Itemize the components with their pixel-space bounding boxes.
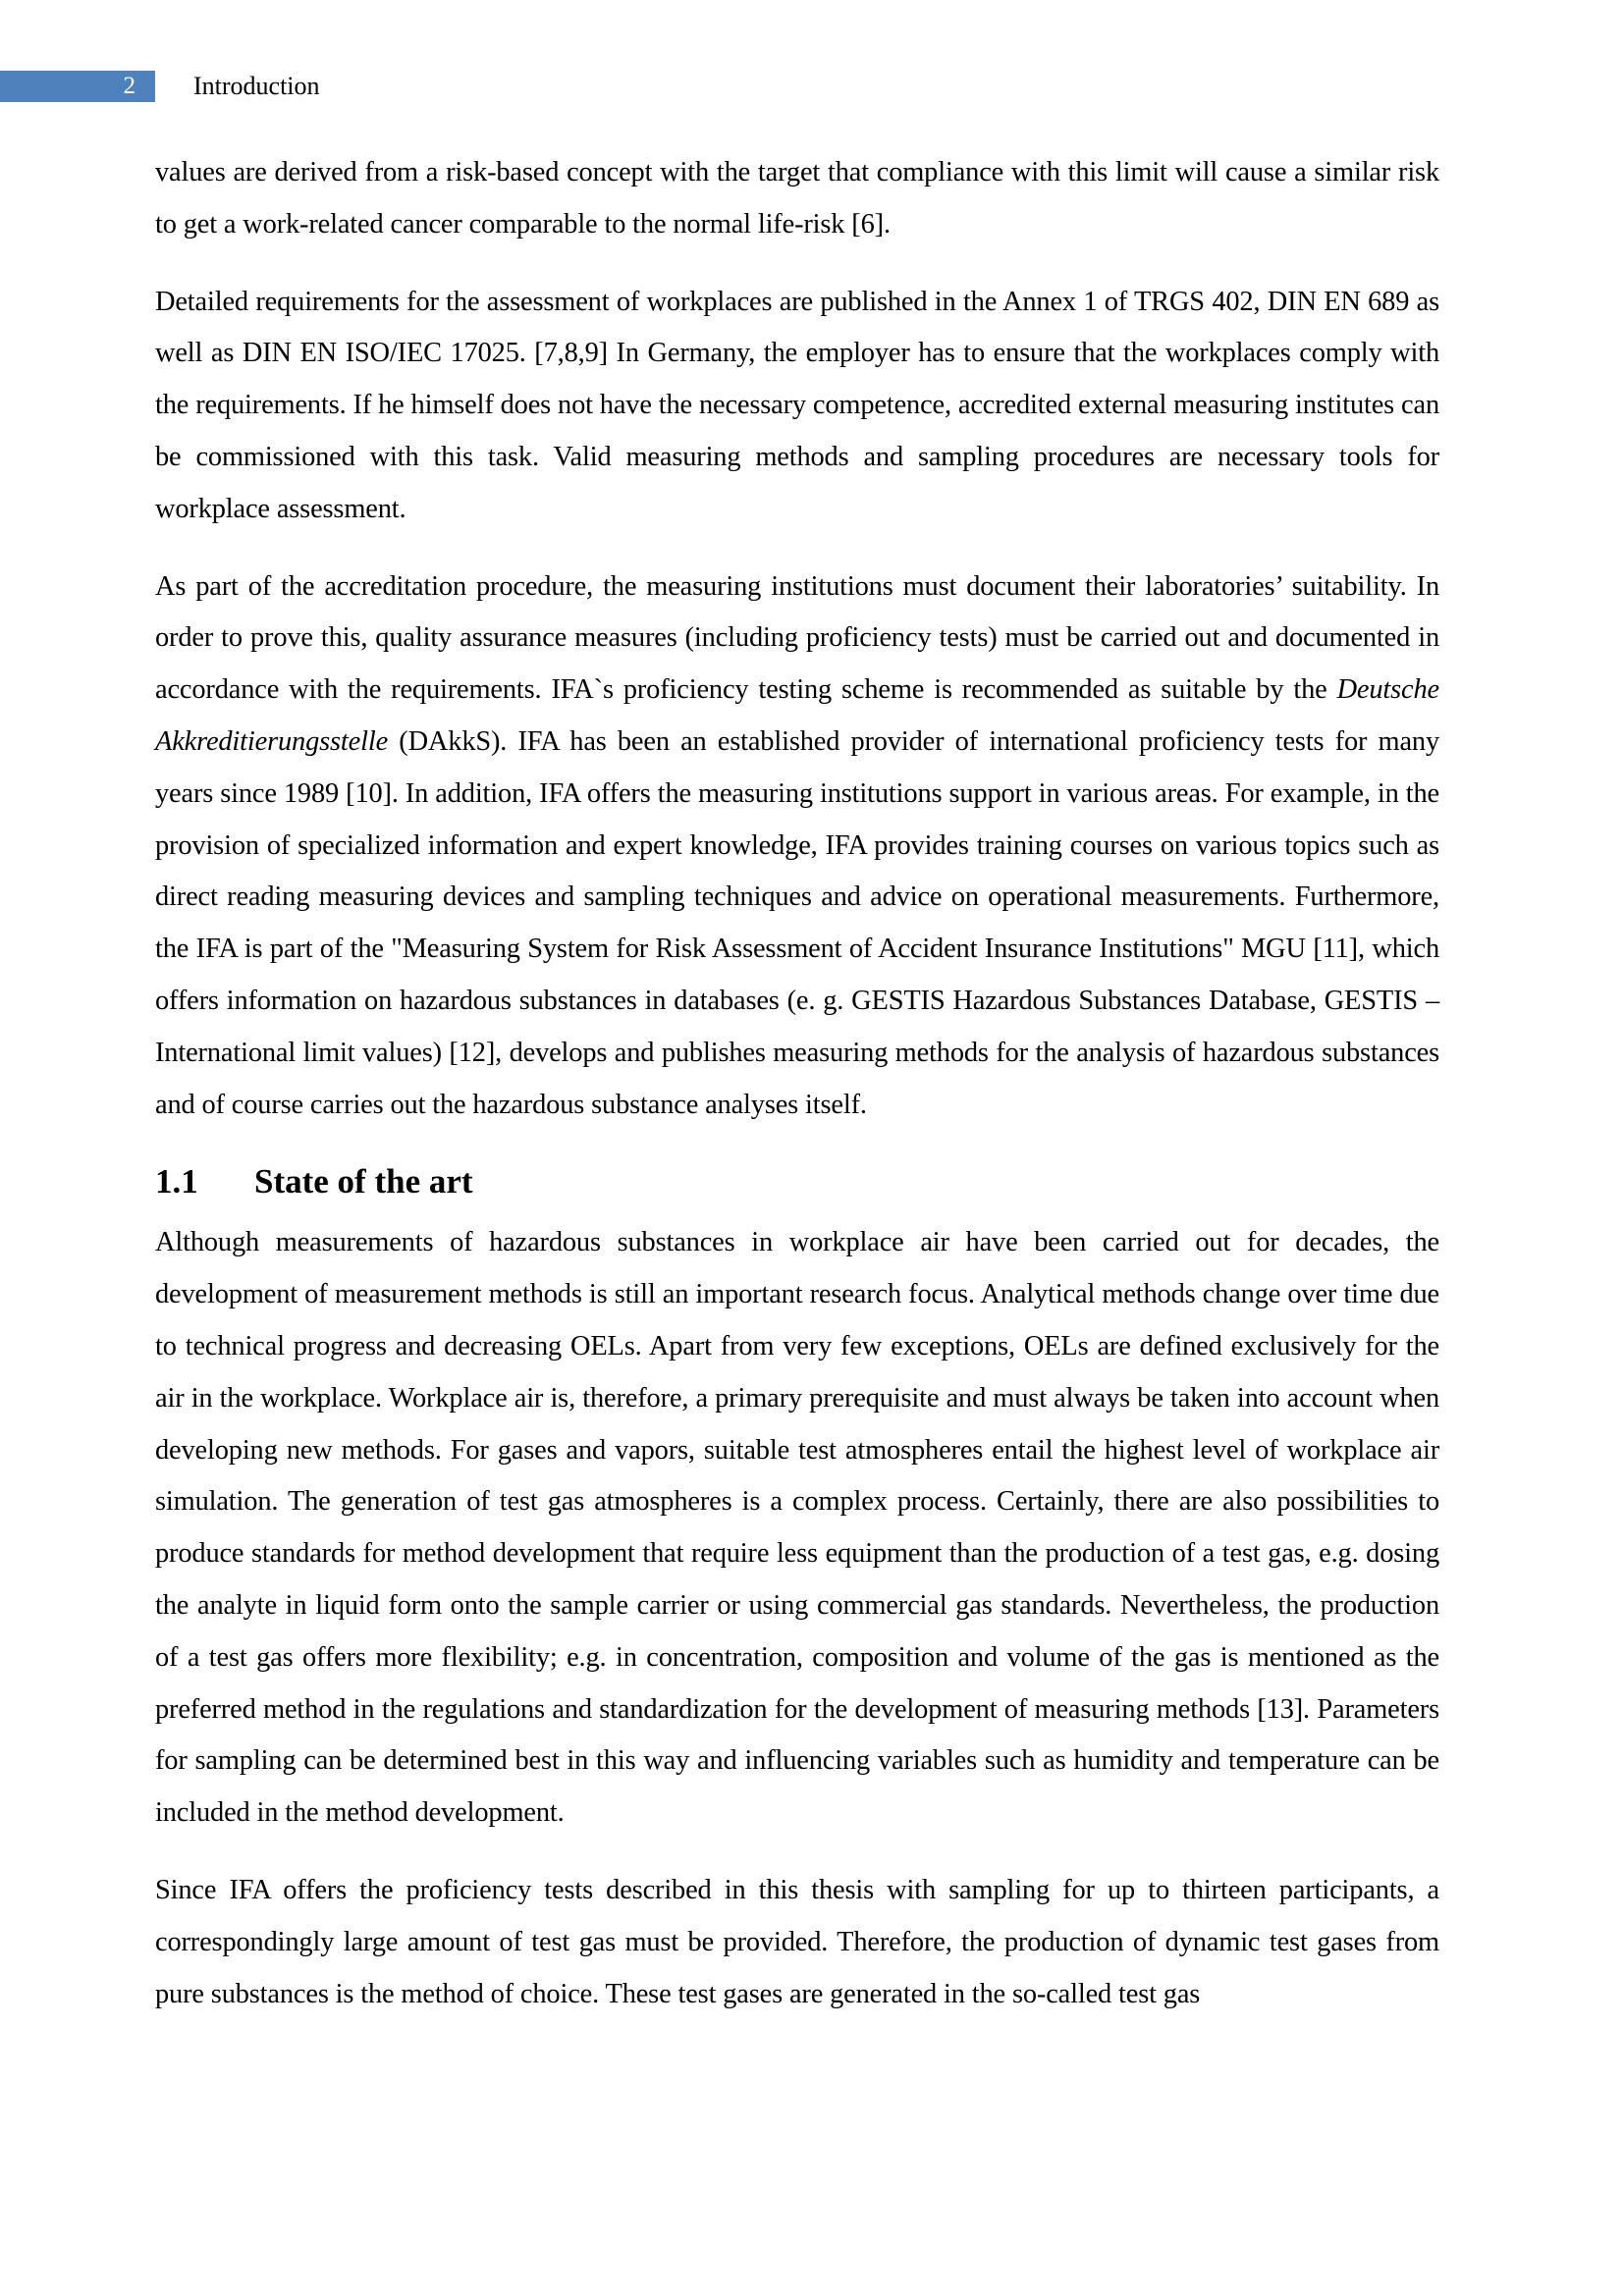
paragraph-text: As part of the accreditation procedure, the measuring institutions must document their laboratories’ suitability. In order to prove this, quality assurance measures (including proficiency tests) must be carried out and documented in accordance with the requirements. IFA`s proficiency testing scheme is recommended as suitable by the: [155, 570, 1439, 706]
paragraph-oel-risk: values are derived from a risk-based concept with the target that compliance with this limit will cause a similar risk to get a work-related cancer comparable to the normal life-risk [6].: [155, 157, 1439, 240]
section-number: 1.1: [155, 1162, 198, 1201]
paragraph-test-gas: Since IFA offers the proficiency tests described in this thesis with sampling for up to thirteen participants, a correspondingly large amount of test gas must be provided. Therefore, the production of dynamic test gases from pure substances is the method of choice. These test gases are generated in the so-called test gas: [155, 1874, 1439, 2009]
dakks-name-italic: Deutsche Akkreditierungsstelle: [155, 674, 1439, 757]
running-chapter-title: Introduction: [193, 72, 320, 100]
paragraph-assessment-requirements: Detailed requirements for the assessment of workplaces are published in the Annex 1 of TRGS 402, DIN EN 689 as well as DIN EN ISO/IEC 17025. [7,8,9] In Germany, the employer has to ensure that the workplaces comply with the requirements. If he himself does not have the necessary competence, accredited external measuring institutes can be commissioned with this task. Valid measuring methods and sampling procedures are necessary tools for workplace assessment.: [155, 286, 1439, 524]
page-number: 2: [0, 71, 155, 102]
page-header: [0, 71, 1623, 102]
section-title: State of the art: [254, 1162, 473, 1201]
paragraph-state-of-art: Although measurements of hazardous substances in workplace air have been carried out for decades, the development of measurement methods is still an important research focus. Analytical methods change over time due to technical progress and decreasing OELs. Apart from very few exceptions, OELs are defined exclusively for the air in the workplace. Workplace air is, therefore, a primary prerequisite and must always be taken into account when developing new methods. For gases and vapors, suitable test atmospheres entail the highest level of workplace air simulation. The generation of test gas atmospheres is a complex process. Certainly, there are also possibilities to produce standards for method development that require less equipment than the production of a test gas, e.g. dosing the analyte in liquid form onto the sample carrier or using commercial gas standards. Nevertheless, the production of a test gas offers more flexibility; e.g. in concentration, composition and volume of the gas is mentioned as the preferred method in the regulations and standardization for the development of measuring methods [13]. Parameters for sampling can be determined best in this way and influencing variables such as humidity and temperature can be included in the method development.: [155, 1227, 1439, 1829]
section-heading: [155, 1156, 1439, 1207]
paragraph-text: (DAkkS). IFA has been an established provider of international proficiency tests for many years since 1989 [10]. In addition, IFA offers the measuring institutions support in various areas. For example, in the provision of specialized information and expert knowledge, IFA provides training courses on various topics such as direct reading measuring devices and sampling techniques and advice on operational measurements. Furthermore, the IFA is part of the "Measuring System for Risk Assessment of Accident Insurance Institutions" MGU [11], which offers information on hazardous substances in databases (e. g. GESTIS Hazardous Substances Database, GESTIS – International limit values) [12], develops and publishes measuring methods for the analysis of hazardous substances and of course carries out the hazardous substance analyses itself.: [155, 725, 1439, 1120]
paragraph-accreditation: [155, 561, 1439, 1132]
page-body: [155, 147, 1439, 2046]
